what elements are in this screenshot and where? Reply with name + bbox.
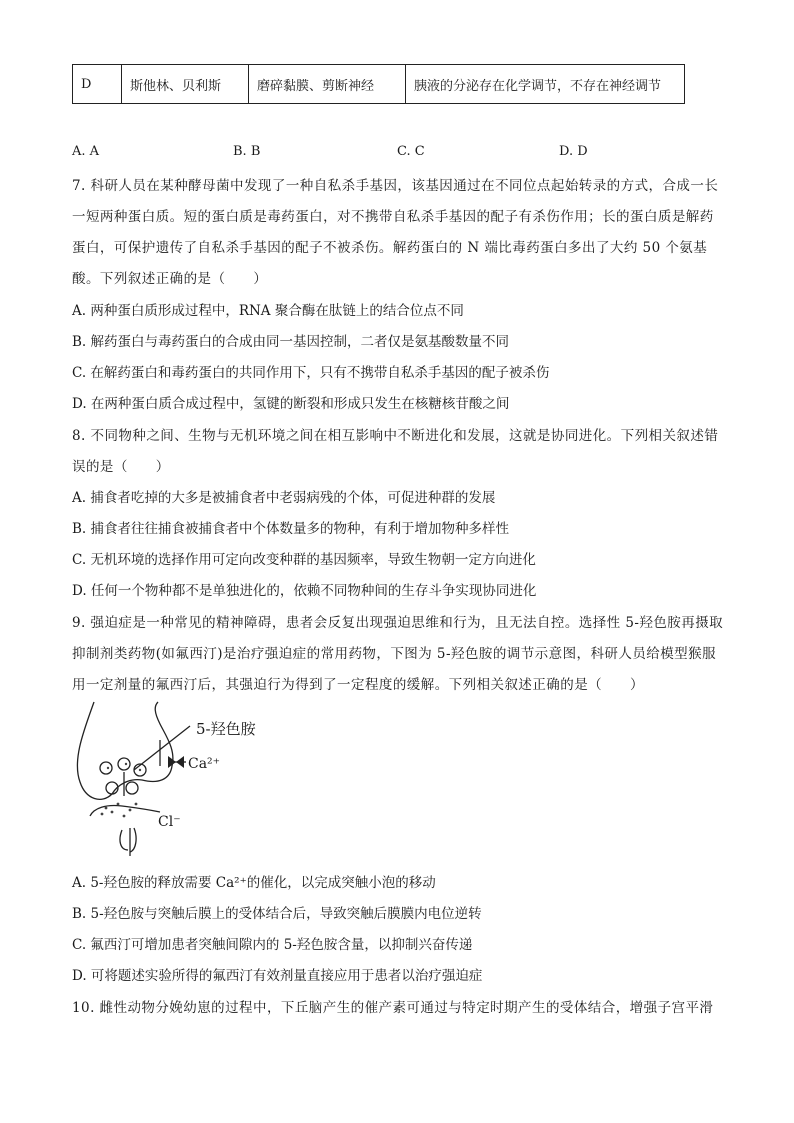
synapse-diagram [72,700,292,860]
q8-option-c: C. 无机环境的选择作用可定向改变种群的基因频率，导致生物朝一定方向进化 [72,552,536,568]
table-cell-conclusion: 胰液的分泌存在化学调节，不存在神经调节 [406,65,685,104]
label-serotonin: 5-羟色胺 [196,720,256,738]
table-cell-method: 磨碎黏膜、剪断神经 [249,65,406,104]
table-cell-letter: D [73,65,122,104]
vesicle [126,782,138,794]
q8-stem-line: 误的是（ ） [72,459,170,475]
q9-stem-line: 抑制剂类药物(如氟西汀)是治疗强迫症的常用药物，下图为 5-羟色胺的调节示意图，科研人员给模型猴服 [72,646,717,662]
q7-option-d: D. 在两种蛋白质合成过程中，氢键的断裂和形成只发生在核糖核苷酸之间 [72,396,510,412]
q9-option-c: C. 氟西汀可增加患者突触间隙内的 5-羟色胺含量，以抑制兴奋传递 [72,937,473,953]
q7-option-c: C. 在解药蛋白和毒药蛋白的共同作用下，只有不携带自私杀手基因的配子被杀伤 [72,365,550,381]
q6-options [72,144,732,162]
q7-option-a: A. 两种蛋白质形成过程中，RNA 聚合酶在肽链上的结合位点不同 [72,303,464,319]
option-d: D. D [559,144,588,159]
option-a: A. A [72,144,100,159]
vesicle [118,758,130,770]
calcium-channel [168,756,184,768]
q9-option-b: B. 5-羟色胺与突触后膜上的受体结合后，导致突触后膜膜内电位逆转 [72,906,482,922]
option-b: B. B [233,144,261,159]
q7-stem-line: 一短两种蛋白质。短的蛋白质是毒药蛋白，对不携带自私杀手基因的配子有杀伤作用；长的蛋白质是解药 [72,209,714,225]
q8-option-d: D. 任何一个物种都不是单独进化的，依赖不同物种间的生存斗争实现协同进化 [72,583,537,599]
label-chloride: Cl⁻ [158,814,181,830]
q9-stem-line: 9. 强迫症是一种常见的精神障碍，患者会反复出现强迫思维和行为，且无法自控。选择性 5-羟色胺再摄取 [72,615,724,631]
q7-stem-line: 酸。下列叙述正确的是（ ） [72,271,268,287]
receptor-channel [120,828,136,852]
table-row [73,65,685,104]
q8-option-b: B. 捕食者往往捕食被捕食者中个体数量多的物种，有利于增加物种多样性 [72,521,510,537]
q7-stem-line: 7. 科研人员在某种酵母菌中发现了一种自私杀手基因，该基因通过在不同位点起始转录的方式，合成一长 [72,178,719,194]
q8-stem-line: 8. 不同物种之间、生物与无机环境之间在相互影响中不断进化和发展，这就是协同进化。下列相关叙述错 [72,428,719,444]
q9-option-d: D. 可将题述实验所得的氟西汀有效剂量直接应用于患者以治疗强迫症 [72,968,483,984]
q10-stem-line: 10. 雌性动物分娩幼崽的过程中，下丘脑产生的催产素可通过与特定时期产生的受体结合，增强子宫平滑 [72,1000,714,1016]
synapse-figure [72,700,292,860]
table-cell-scientists: 斯他林、贝利斯 [122,65,249,104]
q9-option-a: A. 5-羟色胺的释放需要 Ca²⁺的催化，以完成突触小泡的移动 [72,875,436,891]
q8-option-a: A. 捕食者吃掉的大多是被捕食者中老弱病残的个体，可促进种群的发展 [72,490,496,506]
label-calcium: Ca²⁺ [188,756,221,772]
q7-stem-line: 蛋白，可保护遗传了自私杀手基因的配子不被杀伤。解药蛋白的 N 端比毒药蛋白多出了大约 50 个氨基 [72,240,708,256]
answer-table [72,64,685,104]
option-c: C. C [397,144,425,159]
q7-option-b: B. 解药蛋白与毒药蛋白的合成由同一基因控制，二者仅是氨基酸数量不同 [72,334,510,350]
postsynaptic-membrane [90,805,160,816]
q9-stem-line: 用一定剂量的氟西汀后，其强迫行为得到了一定程度的缓解。下列相关叙述正确的是（ ） [72,677,644,693]
vesicle [100,762,112,774]
